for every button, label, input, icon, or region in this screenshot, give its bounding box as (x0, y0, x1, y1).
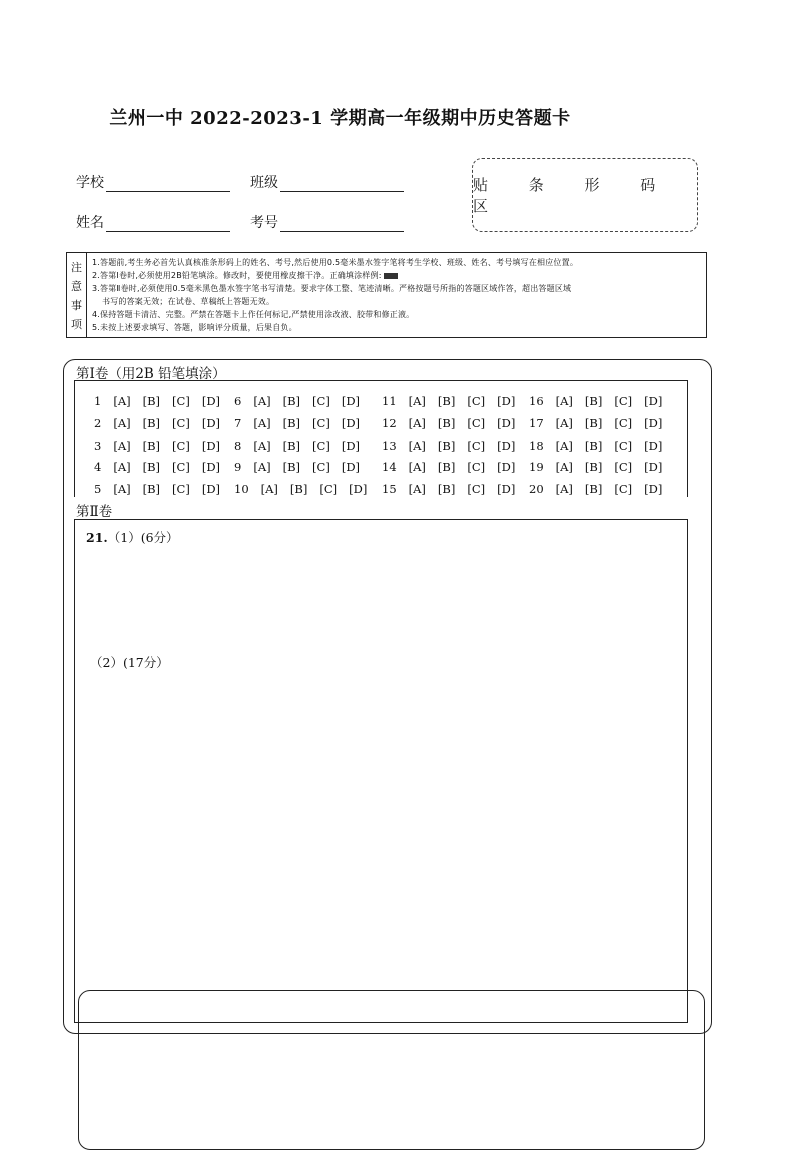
mc-option-bubble[interactable]: [A] (113, 394, 131, 408)
section1-label: 第Ⅰ卷（用2B 铅笔填涂） (76, 366, 226, 382)
mc-option-bubble[interactable]: [A] (253, 394, 271, 408)
mc-option-bubble[interactable]: [D] (644, 439, 663, 453)
mc-question-20 (529, 482, 662, 496)
mc-option-bubble[interactable]: [A] (260, 482, 278, 496)
mc-question-number: 3 (94, 439, 102, 453)
exam-no-label: 考号 (250, 215, 278, 231)
mc-option-bubble[interactable]: [B] (142, 416, 161, 430)
mc-option-bubble[interactable]: [A] (555, 416, 573, 430)
notes-line: 1.答题前,考生务必首先认真核准条形码上的姓名、考号,然后使用0.5毫米墨水签字笔将考生学校、班级、姓名、考号填写在相应位置。 (92, 258, 579, 267)
mc-option-bubble[interactable]: [B] (584, 416, 603, 430)
mc-option-bubble[interactable]: [D] (497, 482, 516, 496)
mc-question-15 (382, 482, 515, 496)
notes-line: 3.答第Ⅱ卷时,必须使用0.5毫米黑色墨水签字笔书写清楚。要求字体工整、笔迹清晰。严格按题号所指的答题区域作答，超出答题区域 (92, 284, 572, 293)
notes-box (66, 252, 707, 338)
mc-option-bubble[interactable]: [D] (201, 416, 221, 430)
notes-heading-char: 项 (71, 317, 82, 331)
mc-question-number: 18 (529, 439, 544, 453)
mc-question-12 (382, 416, 515, 430)
mc-option-bubble[interactable]: [A] (555, 482, 573, 496)
notes-line: 5.未按上述要求填写、答题，影响评分质量，后果自负。 (92, 323, 297, 332)
mc-option-bubble[interactable]: [C] (172, 439, 190, 453)
mc-option-bubble[interactable]: [B] (282, 416, 301, 430)
mc-option-bubble[interactable]: [D] (201, 460, 221, 474)
mc-option-bubble[interactable]: [C] (614, 416, 633, 430)
mc-option-bubble[interactable]: [A] (408, 482, 426, 496)
mc-option-bubble[interactable]: [C] (467, 460, 486, 474)
mc-question-1 (94, 394, 220, 408)
mc-question-number: 14 (382, 460, 397, 474)
mc-option-bubble[interactable]: [D] (349, 482, 368, 496)
next-page-frame (78, 990, 705, 1150)
notes-body (87, 253, 583, 337)
class-input-line[interactable] (280, 175, 404, 192)
question-21-part2: （2）(17分） (90, 655, 169, 670)
mc-option-bubble[interactable]: [B] (142, 394, 161, 408)
exam-no-field[interactable] (250, 212, 404, 232)
mc-option-bubble[interactable]: [B] (142, 460, 161, 474)
mc-option-bubble[interactable]: [B] (437, 460, 456, 474)
name-label: 姓名 (76, 215, 104, 231)
section2-answer-area[interactable] (74, 519, 688, 1023)
mc-question-5 (94, 482, 220, 496)
exam-no-input-line[interactable] (280, 215, 404, 232)
mc-option-bubble[interactable]: [B] (282, 394, 301, 408)
mc-option-bubble[interactable]: [A] (253, 460, 271, 474)
mc-option-bubble[interactable]: [B] (142, 439, 161, 453)
question-21-part1 (86, 528, 179, 546)
barcode-area (472, 158, 698, 232)
mc-question-number: 19 (529, 460, 544, 474)
notes-line: 书写的答案无效；在试卷、草稿纸上答题无效。 (102, 297, 275, 306)
mc-question-number: 16 (529, 394, 544, 408)
mc-question-7 (234, 416, 360, 430)
mc-option-bubble[interactable]: [A] (113, 482, 131, 496)
class-label: 班级 (250, 175, 278, 191)
mc-option-bubble[interactable]: [D] (201, 439, 221, 453)
mc-question-3 (94, 439, 220, 453)
mc-option-bubble[interactable]: [B] (289, 482, 308, 496)
mc-option-bubble[interactable]: [B] (437, 394, 456, 408)
mc-question-number: 17 (529, 416, 544, 430)
mc-option-bubble[interactable]: [C] (614, 460, 633, 474)
mc-option-bubble[interactable]: [B] (282, 439, 301, 453)
mc-question-number: 2 (94, 416, 102, 430)
mc-option-bubble[interactable]: [C] (467, 482, 486, 496)
question-21-part1-label: （1）(6分） (107, 530, 179, 545)
mc-option-bubble[interactable]: [D] (341, 416, 361, 430)
mc-option-bubble[interactable]: [C] (172, 482, 190, 496)
mc-question-number: 1 (94, 394, 102, 408)
mc-question-number: 10 (234, 482, 249, 496)
mc-question-17 (529, 416, 662, 430)
mc-question-number: 12 (382, 416, 397, 430)
mc-option-bubble[interactable]: [D] (497, 416, 516, 430)
mc-option-bubble[interactable]: [D] (497, 460, 516, 474)
mc-option-bubble[interactable]: [D] (497, 439, 516, 453)
mc-question-number: 6 (234, 394, 242, 408)
mc-option-bubble[interactable]: [A] (113, 460, 131, 474)
mc-option-bubble[interactable]: [B] (584, 460, 603, 474)
mc-option-bubble[interactable]: [A] (253, 439, 271, 453)
mc-option-bubble[interactable]: [C] (467, 394, 486, 408)
mc-option-bubble[interactable]: [A] (253, 416, 271, 430)
mc-question-4 (94, 460, 220, 474)
mc-option-bubble[interactable]: [D] (497, 394, 516, 408)
mc-question-2 (94, 416, 220, 430)
mc-option-bubble[interactable]: [A] (408, 394, 426, 408)
school-label: 学校 (76, 175, 104, 191)
mc-option-bubble[interactable]: [B] (142, 482, 161, 496)
question-21-number: 21. (86, 530, 108, 545)
mc-option-bubble[interactable]: [C] (172, 416, 190, 430)
school-input-line[interactable] (106, 175, 230, 192)
class-field[interactable] (250, 172, 404, 192)
mc-option-bubble[interactable]: [C] (614, 439, 633, 453)
mc-option-bubble[interactable]: [A] (555, 439, 573, 453)
mc-option-bubble[interactable]: [C] (172, 460, 190, 474)
mc-question-18 (529, 439, 662, 453)
notes-heading-char: 事 (71, 298, 82, 312)
mc-option-bubble[interactable]: [C] (467, 439, 486, 453)
mc-question-10 (234, 482, 367, 496)
mc-question-19 (529, 460, 662, 474)
mc-question-8 (234, 439, 360, 453)
mc-option-bubble[interactable]: [B] (584, 394, 603, 408)
mc-option-bubble[interactable]: [C] (467, 416, 486, 430)
mc-option-bubble[interactable]: [B] (282, 460, 301, 474)
mc-question-13 (382, 439, 515, 453)
mc-option-bubble[interactable]: [D] (201, 394, 221, 408)
mc-option-bubble[interactable]: [D] (341, 460, 361, 474)
mc-option-bubble[interactable]: [C] (312, 416, 330, 430)
mc-question-16 (529, 394, 662, 408)
mc-option-bubble[interactable]: [B] (584, 482, 603, 496)
mc-question-number: 20 (529, 482, 544, 496)
mc-question-number: 15 (382, 482, 397, 496)
notes-heading-char: 意 (71, 279, 82, 293)
mc-option-bubble[interactable]: [C] (312, 460, 330, 474)
mc-question-11 (382, 394, 515, 408)
mc-option-bubble[interactable]: [C] (614, 394, 633, 408)
mc-option-bubble[interactable]: [B] (437, 482, 456, 496)
mc-option-bubble[interactable]: [C] (319, 482, 338, 496)
school-field[interactable] (76, 172, 230, 192)
mc-question-number: 13 (382, 439, 397, 453)
name-input-line[interactable] (106, 215, 230, 232)
mc-option-bubble[interactable]: [D] (644, 460, 663, 474)
mc-question-number: 7 (234, 416, 242, 430)
mc-option-bubble[interactable]: [B] (584, 439, 603, 453)
mc-option-bubble[interactable]: [B] (437, 416, 456, 430)
mc-option-bubble[interactable]: [A] (408, 439, 426, 453)
mc-question-number: 8 (234, 439, 242, 453)
mc-option-bubble[interactable]: [A] (113, 439, 131, 453)
mc-question-number: 11 (382, 394, 397, 408)
mc-option-bubble[interactable]: [C] (172, 394, 190, 408)
mc-question-number: 5 (94, 482, 102, 496)
mc-option-bubble[interactable]: [C] (614, 482, 633, 496)
notes-line: 4.保持答题卡清洁、完整。严禁在答题卡上作任何标记,严禁使用涂改液、胶带和修正液。 (92, 310, 415, 319)
notes-heading-char: 注 (71, 260, 82, 274)
mc-option-bubble[interactable]: [A] (408, 460, 426, 474)
mc-question-number: 9 (234, 460, 242, 474)
page-title: 兰州一中 2022-2023-1 学期高一年级期中历史答题卡 (109, 108, 571, 129)
name-field[interactable] (76, 212, 230, 232)
mc-option-bubble[interactable]: [C] (312, 439, 330, 453)
mc-question-6 (234, 394, 360, 408)
barcode-label: 贴 条 形 码 区 (473, 176, 674, 215)
mc-question-14 (382, 460, 515, 474)
mc-question-9 (234, 460, 360, 474)
mc-option-bubble[interactable]: [C] (312, 394, 330, 408)
mc-option-bubble[interactable]: [A] (408, 416, 426, 430)
mc-option-bubble[interactable]: [B] (437, 439, 456, 453)
mc-option-bubble[interactable]: [D] (201, 482, 221, 496)
mc-option-bubble[interactable]: [D] (644, 482, 663, 496)
mc-option-bubble[interactable]: [D] (644, 394, 663, 408)
mc-option-bubble[interactable]: [D] (341, 394, 361, 408)
notes-heading (67, 253, 87, 337)
mc-option-bubble[interactable]: [A] (113, 416, 131, 430)
section2-label: 第Ⅱ卷 (76, 504, 113, 520)
mc-option-bubble[interactable]: [D] (644, 416, 663, 430)
notes-line: 2.答第Ⅰ卷时,必须使用2B铅笔填涂。修改时，要使用橡皮擦干净。正确填涂样例: (92, 269, 578, 282)
mc-option-bubble[interactable]: [A] (555, 460, 573, 474)
mc-option-bubble[interactable]: [D] (341, 439, 361, 453)
fill-sample-icon (384, 273, 398, 279)
mc-option-bubble[interactable]: [A] (555, 394, 573, 408)
mc-question-number: 4 (94, 460, 102, 474)
